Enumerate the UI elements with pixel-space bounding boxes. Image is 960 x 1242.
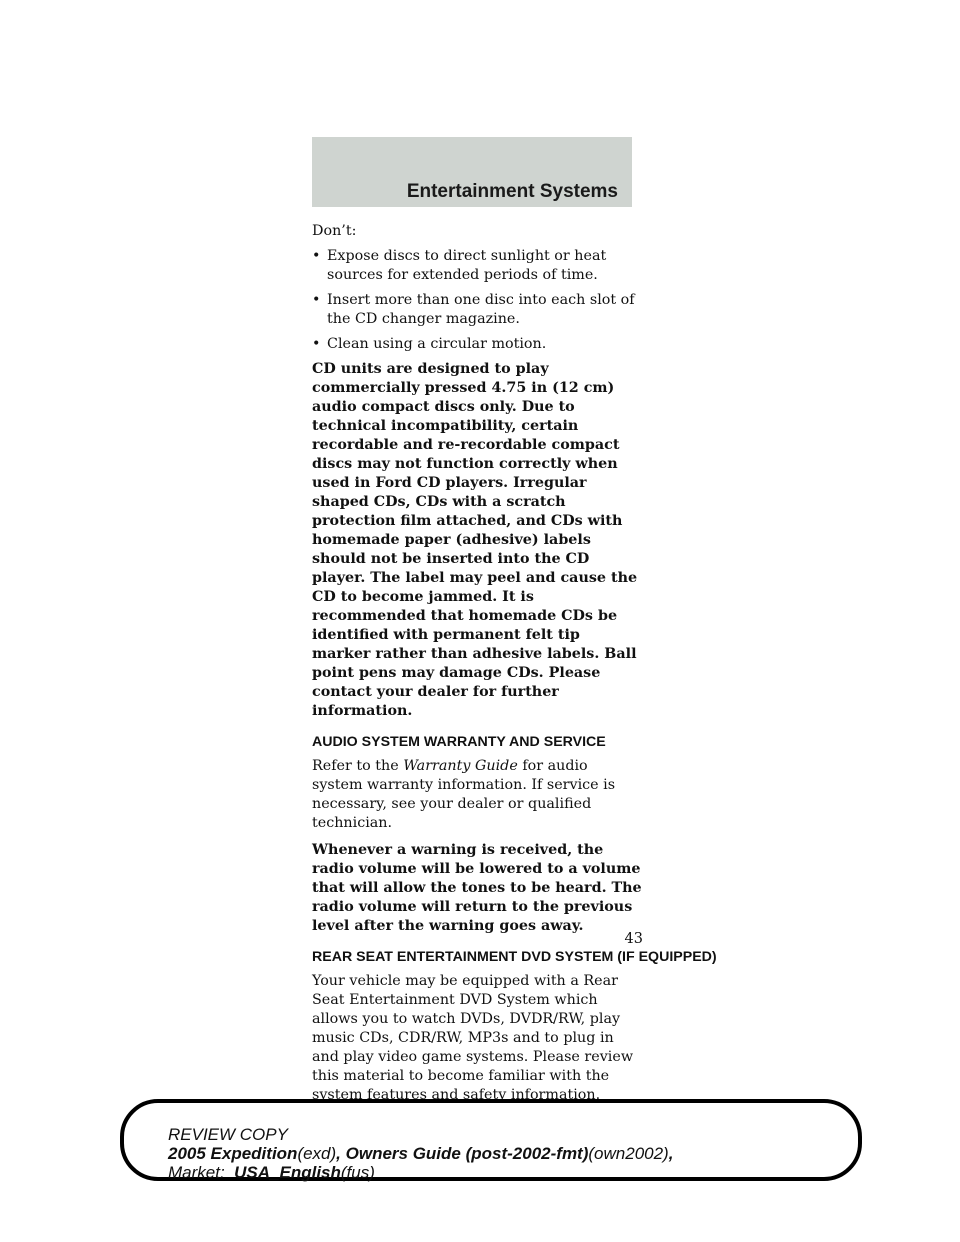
list-item xyxy=(312,291,642,329)
list-item-text: Expose discs to direct sunlight or heat sources for extended periods of time. xyxy=(327,248,607,283)
dont-list xyxy=(312,247,642,354)
vehicle-name: 2005 Expedition xyxy=(168,1144,298,1163)
separator-comma: , xyxy=(668,1144,674,1163)
page-content xyxy=(312,222,717,1113)
guide-code: (own2002) xyxy=(588,1144,669,1163)
review-copy-market-line xyxy=(168,1163,673,1182)
vehicle-code: (exd) xyxy=(297,1144,337,1163)
list-item xyxy=(312,335,642,354)
market-name: USA_English xyxy=(234,1163,341,1182)
page-number: 43 xyxy=(624,931,643,947)
review-copy-box xyxy=(120,1099,862,1181)
review-copy-text xyxy=(168,1125,673,1182)
market-code: (fus) xyxy=(340,1163,375,1182)
warranty-guide-title: Warranty Guide xyxy=(403,758,518,774)
dvd-paragraph: Your vehicle may be equipped with a Rear Seat Entertainment DVD System which allows you to watch DVDs, DVDR/RW, play music CDs, CDR/RW, MP3s and to plug in and play video game systems. Please review this material to become familiar with the system features and safety information. xyxy=(312,973,634,1103)
cd-notice: CD units are designed to play commercially pressed 4.75 in (12 cm) audio compact discs only. Due to technical incompatibility, certain recordable and re-recordable compact discs may not function correctly when used in Ford CD players. Irregular shaped CDs, CDs with a scratch protection film attached, and CDs with homemade paper (adhesive) labels should not be inserted into the CD player. The label may peel and cause the CD to become jammed. It is recommended that homemade CDs be identified with permanent felt tip marker rather than adhesive labels. Ball point pens may damage CDs. Please contact your dealer for further information. xyxy=(312,361,638,719)
list-item-text: Insert more than one disc into each slot of the CD changer magazine. xyxy=(327,292,635,327)
dvd-heading: REAR SEAT ENTERTAINMENT DVD SYSTEM (IF EQUIPPED) xyxy=(312,949,717,965)
section-title: Entertainment Systems xyxy=(406,181,618,202)
separator-comma: , xyxy=(336,1144,346,1163)
intro-text: Don’t: xyxy=(312,223,357,239)
warranty-paragraph xyxy=(312,757,642,833)
header-band xyxy=(312,137,632,207)
list-item-text: Clean using a circular motion. xyxy=(327,336,547,352)
warranty-heading: AUDIO SYSTEM WARRANTY AND SERVICE xyxy=(312,734,606,750)
warning-notice: Whenever a warning is received, the radio volume will be lowered to a volume that will allow the tones to be heard. The radio volume will return to the previous level after the warning goes away. xyxy=(312,842,642,934)
warranty-text-start: Refer to the xyxy=(312,758,404,774)
bullet-icon: • xyxy=(312,292,321,308)
review-copy-vehicle-line xyxy=(168,1144,673,1163)
bullet-icon: • xyxy=(312,248,321,264)
market-label: Market: xyxy=(168,1163,225,1182)
list-item xyxy=(312,247,642,285)
warranty-text-end: for audio system warranty information. If service is necessary, see your dealer or qualified technician. xyxy=(312,758,616,831)
bullet-icon: • xyxy=(312,336,321,352)
guide-name: Owners Guide (post-2002-fmt) xyxy=(345,1144,589,1163)
review-copy-label: REVIEW COPY xyxy=(168,1125,288,1144)
